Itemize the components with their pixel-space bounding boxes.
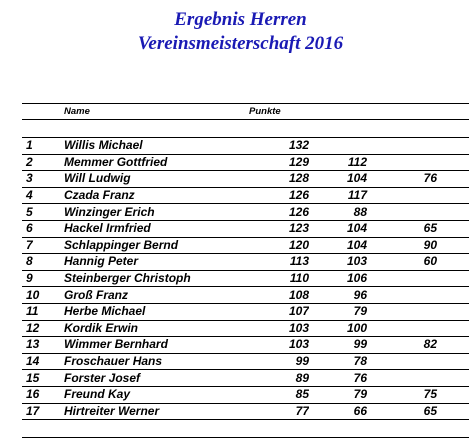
points-2-cell: 88 [309, 204, 373, 221]
page-subtitle: Vereinsmeisterschaft 2016 [137, 33, 344, 54]
table-row [22, 171, 469, 188]
points-3-cell [373, 303, 453, 320]
pad-cell [453, 403, 469, 420]
pad-cell [453, 138, 469, 155]
pad-cell [453, 287, 469, 304]
trailing-cell [309, 420, 373, 438]
points-2-cell: 104 [309, 237, 373, 254]
pad-cell [453, 337, 469, 354]
points-3-cell [373, 370, 453, 387]
table-row [22, 187, 469, 204]
spacer-cell [64, 120, 244, 138]
pad-cell [453, 187, 469, 204]
points-2-cell: 103 [309, 254, 373, 271]
rank-cell: 4 [22, 187, 64, 204]
pad-cell [453, 270, 469, 287]
pad-cell [453, 254, 469, 271]
points-1-cell: 132 [244, 138, 309, 155]
table-row [22, 204, 469, 221]
spacer-cell [22, 120, 64, 138]
points-1-cell: 77 [244, 403, 309, 420]
name-cell: Willis Michael [64, 138, 244, 155]
points-2-cell: 104 [309, 171, 373, 188]
spacer-cell [309, 120, 373, 138]
trailing-cell [453, 420, 469, 438]
points-3-cell: 60 [373, 254, 453, 271]
pad-cell [453, 303, 469, 320]
pad-cell [453, 370, 469, 387]
table-row [22, 270, 469, 287]
name-cell: Hackel Irmfried [64, 220, 244, 237]
table-trailing-row [22, 420, 469, 438]
points-1-cell: 89 [244, 370, 309, 387]
results-table [22, 103, 469, 438]
name-cell: Memmer Gottfried [64, 154, 244, 171]
points-3-cell [373, 353, 453, 370]
table-row [22, 353, 469, 370]
points-2-cell: 100 [309, 320, 373, 337]
table-row [22, 303, 469, 320]
rank-cell: 15 [22, 370, 64, 387]
rank-cell: 2 [22, 154, 64, 171]
name-cell: Herbe Michael [64, 303, 244, 320]
pad-cell [453, 386, 469, 403]
spacer-cell [244, 120, 309, 138]
points-1-cell: 129 [244, 154, 309, 171]
table-row [22, 337, 469, 354]
table-header-row [22, 104, 469, 120]
points-1-cell: 113 [244, 254, 309, 271]
spacer-cell [453, 120, 469, 138]
points-3-cell [373, 320, 453, 337]
rank-cell: 9 [22, 270, 64, 287]
table-row [22, 403, 469, 420]
name-cell: Czada Franz [64, 187, 244, 204]
rank-cell: 10 [22, 287, 64, 304]
name-cell: Steinberger Christoph [64, 270, 244, 287]
name-cell: Groß Franz [64, 287, 244, 304]
points-1-cell: 126 [244, 204, 309, 221]
header-punkte: Punkte [244, 104, 309, 120]
points-1-cell: 103 [244, 337, 309, 354]
pad-cell [453, 220, 469, 237]
rank-cell: 13 [22, 337, 64, 354]
points-1-cell: 85 [244, 386, 309, 403]
points-2-cell: 112 [309, 154, 373, 171]
pad-cell [453, 154, 469, 171]
name-cell: Wimmer Bernhard [64, 337, 244, 354]
rank-cell: 5 [22, 204, 64, 221]
points-1-cell: 128 [244, 171, 309, 188]
points-3-cell [373, 138, 453, 155]
points-2-cell: 99 [309, 337, 373, 354]
rank-cell: 8 [22, 254, 64, 271]
spacer-cell [373, 120, 453, 138]
name-cell: Kordik Erwin [64, 320, 244, 337]
header-empty-2 [309, 104, 373, 120]
header-rank [22, 104, 64, 120]
name-cell: Will Ludwig [64, 171, 244, 188]
points-3-cell [373, 287, 453, 304]
points-3-cell: 82 [373, 337, 453, 354]
points-1-cell: 126 [244, 187, 309, 204]
table-row [22, 154, 469, 171]
points-2-cell: 104 [309, 220, 373, 237]
table-spacer-row [22, 120, 469, 138]
trailing-cell [244, 420, 309, 438]
points-2-cell: 106 [309, 270, 373, 287]
points-2-cell: 78 [309, 353, 373, 370]
points-1-cell: 120 [244, 237, 309, 254]
name-cell: Forster Josef [64, 370, 244, 387]
pad-cell [453, 204, 469, 221]
table-row [22, 237, 469, 254]
trailing-cell [22, 420, 64, 438]
points-2-cell: 66 [309, 403, 373, 420]
points-1-cell: 123 [244, 220, 309, 237]
points-3-cell: 76 [373, 171, 453, 188]
trailing-cell [64, 420, 244, 438]
name-cell: Freund Kay [64, 386, 244, 403]
pad-cell [453, 237, 469, 254]
table-row [22, 320, 469, 337]
pad-cell [453, 353, 469, 370]
points-3-cell: 65 [373, 403, 453, 420]
points-3-cell [373, 154, 453, 171]
header-empty-3 [373, 104, 453, 120]
name-cell: Hannig Peter [64, 254, 244, 271]
points-3-cell: 75 [373, 386, 453, 403]
name-cell: Schlappinger Bernd [64, 237, 244, 254]
rank-cell: 11 [22, 303, 64, 320]
rank-cell: 7 [22, 237, 64, 254]
header-name: Name [64, 104, 244, 120]
rank-cell: 16 [22, 386, 64, 403]
points-1-cell: 107 [244, 303, 309, 320]
table-row [22, 220, 469, 237]
table-row [22, 386, 469, 403]
points-2-cell [309, 138, 373, 155]
points-3-cell [373, 187, 453, 204]
rank-cell: 12 [22, 320, 64, 337]
points-1-cell: 99 [244, 353, 309, 370]
table-row [22, 138, 469, 155]
name-cell: Winzinger Erich [64, 204, 244, 221]
page-title: Ergebnis Herren [174, 9, 307, 30]
trailing-cell [373, 420, 453, 438]
table-row [22, 287, 469, 304]
table-row [22, 370, 469, 387]
points-2-cell: 117 [309, 187, 373, 204]
rank-cell: 3 [22, 171, 64, 188]
points-2-cell: 96 [309, 287, 373, 304]
points-3-cell [373, 270, 453, 287]
points-1-cell: 103 [244, 320, 309, 337]
points-1-cell: 108 [244, 287, 309, 304]
rank-cell: 1 [22, 138, 64, 155]
points-1-cell: 110 [244, 270, 309, 287]
points-2-cell: 79 [309, 386, 373, 403]
points-3-cell: 90 [373, 237, 453, 254]
table-row [22, 254, 469, 271]
pad-cell [453, 171, 469, 188]
rank-cell: 14 [22, 353, 64, 370]
points-3-cell [373, 204, 453, 221]
pad-cell [453, 320, 469, 337]
points-2-cell: 79 [309, 303, 373, 320]
points-3-cell: 65 [373, 220, 453, 237]
name-cell: Hirtreiter Werner [64, 403, 244, 420]
name-cell: Froschauer Hans [64, 353, 244, 370]
rank-cell: 6 [22, 220, 64, 237]
rank-cell: 17 [22, 403, 64, 420]
points-2-cell: 76 [309, 370, 373, 387]
header-empty-4 [453, 104, 469, 120]
